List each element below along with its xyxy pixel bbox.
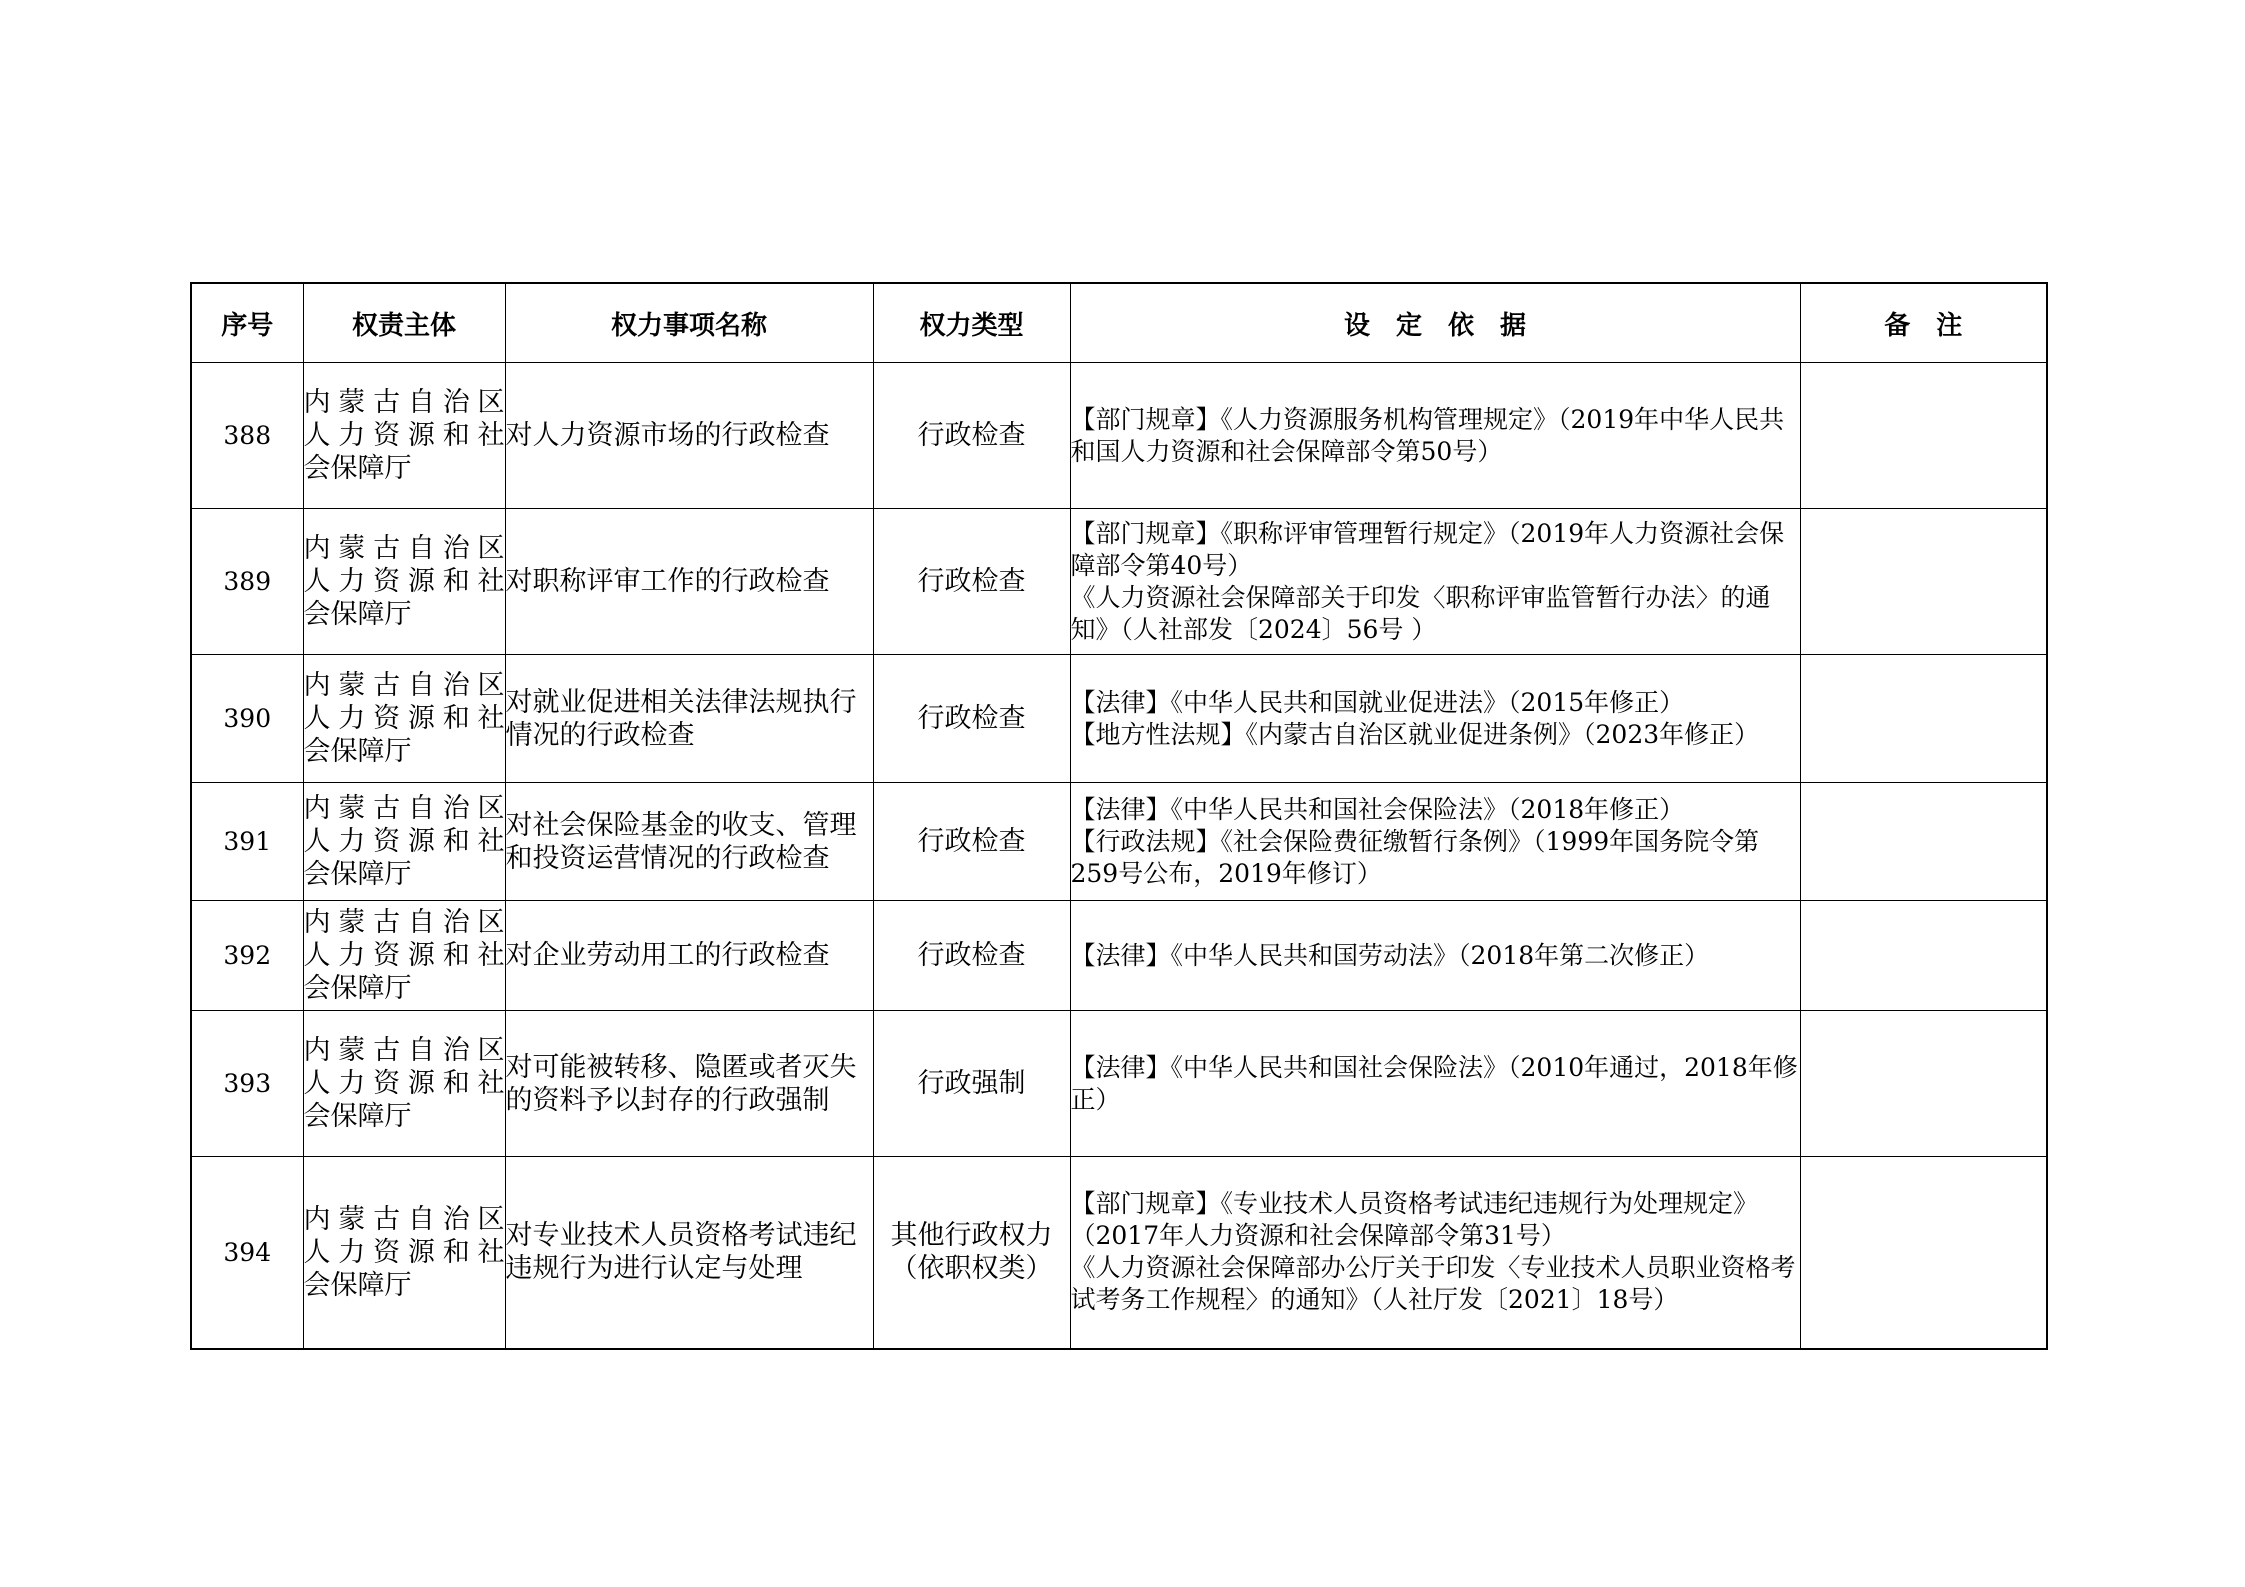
header-subject: 权责主体 (303, 283, 505, 363)
cell-power-name: 对职称评审工作的行政检查 (505, 509, 873, 655)
cell-basis (1070, 363, 1800, 509)
subject-line: 人力资源和社 (303, 1236, 505, 1268)
power-list-table (190, 282, 2048, 1350)
basis-line: 【法律】《中华人民共和国社会保险法》（2010年通过，2018年修正） (1070, 1052, 1798, 1114)
cell-power-type: 行政检查 (873, 363, 1070, 509)
subject-line: 内蒙古自治区 (303, 387, 505, 418)
basis-line: 《人力资源社会保障部办公厅关于印发〈专业技术人员职业资格考试考务工作规程〉的通知》（人社厅发〔2021〕18号） (1070, 1253, 1796, 1315)
cell-basis (1070, 1011, 1800, 1157)
cell-note (1800, 509, 2047, 655)
cell-basis (1070, 783, 1800, 901)
header-note: 备 注 (1800, 283, 2047, 363)
subject-line: 会保障厅 (303, 1101, 412, 1132)
subject-line: 会保障厅 (303, 859, 412, 890)
table-body (191, 363, 2047, 1349)
cell-basis (1070, 901, 1800, 1011)
subject-line: 会保障厅 (303, 973, 412, 1004)
basis-line: 【部门规章】《职称评审管理暂行规定》（2019年人力资源社会保障部令第40号） (1070, 518, 1785, 580)
cell-subject (303, 1157, 505, 1349)
subject-line: 会保障厅 (303, 599, 412, 630)
header-name: 权力事项名称 (505, 283, 873, 363)
subject-line: 人力资源和社 (303, 566, 505, 597)
subject-line: 人力资源和社 (303, 420, 505, 451)
cell-subject (303, 901, 505, 1011)
basis-line: 【法律】《中华人民共和国就业促进法》（2015年修正） (1070, 687, 1685, 717)
cell-power-type: 其他行政权力（依职权类） (873, 1157, 1070, 1349)
basis-line: 【部门规章】《专业技术人员资格考试违纪违规行为处理规定》（2017年人力资源和社会保障部令第31号） (1070, 1189, 1759, 1251)
cell-note (1800, 901, 2047, 1011)
table-row (191, 655, 2047, 783)
cell-power-name: 对企业劳动用工的行政检查 (505, 901, 873, 1011)
table-row (191, 1157, 2047, 1349)
cell-power-name: 对社会保险基金的收支、管理和投资运营情况的行政检查 (505, 783, 873, 901)
header-no: 序号 (191, 283, 303, 363)
cell-basis (1070, 509, 1800, 655)
table-header-row (191, 283, 2047, 363)
subject-line: 内蒙古自治区 (303, 907, 505, 938)
basis-line: 《人力资源社会保障部关于印发〈职称评审监管暂行办法〉的通知》（人社部发〔2024〕56号 ） (1070, 582, 1771, 644)
subject-line: 内蒙古自治区 (303, 793, 505, 824)
cell-power-name: 对人力资源市场的行政检查 (505, 363, 873, 509)
subject-line: 会保障厅 (303, 1269, 412, 1301)
cell-basis (1070, 1157, 1800, 1349)
table-row (191, 363, 2047, 509)
cell-power-type: 行政检查 (873, 655, 1070, 783)
basis-line: 【行政法规】《社会保险费征缴暂行条例》（1999年国务院令第259号公布，2019年修订） (1070, 826, 1760, 888)
cell-note (1800, 1157, 2047, 1349)
cell-power-name: 对专业技术人员资格考试违纪违规行为进行认定与处理 (505, 1157, 873, 1349)
cell-subject (303, 509, 505, 655)
header-type: 权力类型 (873, 283, 1070, 363)
subject-line: 人力资源和社 (303, 826, 505, 857)
cell-no: 394 (191, 1157, 303, 1349)
cell-power-name: 对可能被转移、隐匿或者灭失的资料予以封存的行政强制 (505, 1011, 873, 1157)
subject-line: 人力资源和社 (303, 940, 505, 971)
cell-power-type: 行政检查 (873, 901, 1070, 1011)
subject-line: 会保障厅 (303, 736, 412, 767)
subject-line: 人力资源和社 (303, 703, 505, 734)
subject-line: 内蒙古自治区 (303, 670, 505, 701)
header-basis: 设 定 依 据 (1070, 283, 1800, 363)
cell-subject (303, 1011, 505, 1157)
cell-no: 393 (191, 1011, 303, 1157)
subject-line: 会保障厅 (303, 453, 412, 484)
cell-basis (1070, 655, 1800, 783)
subject-line: 内蒙古自治区 (303, 1035, 505, 1066)
table-row (191, 901, 2047, 1011)
cell-no: 388 (191, 363, 303, 509)
basis-line: 【地方性法规】《内蒙古自治区就业促进条例》（2023年修正） (1070, 719, 1760, 749)
cell-subject (303, 655, 505, 783)
cell-power-type: 行政检查 (873, 783, 1070, 901)
cell-no: 392 (191, 901, 303, 1011)
subject-line: 内蒙古自治区 (303, 533, 505, 564)
basis-line: 【法律】《中华人民共和国社会保险法》（2018年修正） (1070, 794, 1685, 824)
cell-power-name: 对就业促进相关法律法规执行情况的行政检查 (505, 655, 873, 783)
subject-line: 内蒙古自治区 (303, 1203, 505, 1235)
cell-no: 389 (191, 509, 303, 655)
cell-note (1800, 1011, 2047, 1157)
subject-line: 人力资源和社 (303, 1068, 505, 1099)
cell-power-type: 行政强制 (873, 1011, 1070, 1157)
cell-no: 390 (191, 655, 303, 783)
cell-note (1800, 783, 2047, 901)
cell-subject (303, 783, 505, 901)
cell-no: 391 (191, 783, 303, 901)
table-row (191, 509, 2047, 655)
basis-line: 【法律】《中华人民共和国劳动法》（2018年第二次修正） (1070, 940, 1710, 970)
cell-power-type: 行政检查 (873, 509, 1070, 655)
table-row (191, 783, 2047, 901)
cell-subject (303, 363, 505, 509)
table-row (191, 1011, 2047, 1157)
cell-note (1800, 655, 2047, 783)
cell-note (1800, 363, 2047, 509)
basis-line: 【部门规章】《人力资源服务机构管理规定》（2019年中华人民共和国人力资源和社会保障部令第50号） (1070, 404, 1785, 466)
